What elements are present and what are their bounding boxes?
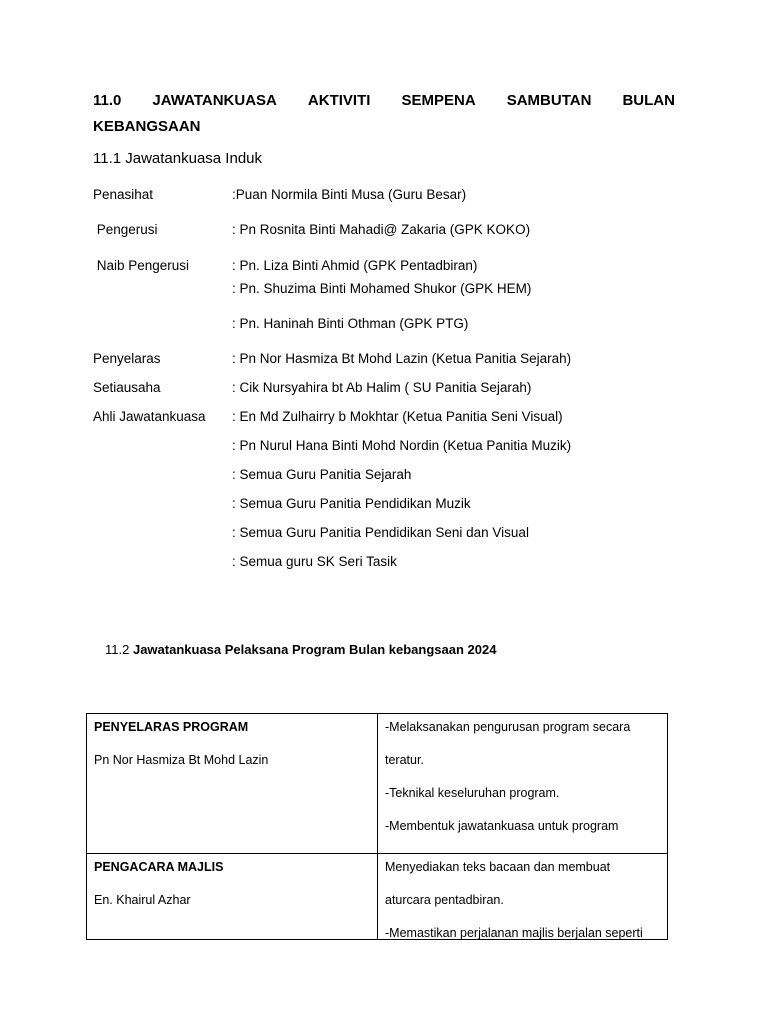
role-person: Pn Nor Hasmiza Bt Mohd Lazin	[94, 753, 269, 767]
document-heading	[93, 92, 675, 109]
duty-line: -Memastikan perjalanan majlis berjalan seperti	[385, 926, 643, 939]
duty-line: -Melaksanakan pengurusan program secara	[385, 720, 631, 734]
section-1-title: 11.1 Jawatankuasa Induk	[93, 150, 263, 167]
table-row	[87, 714, 668, 854]
table-row	[87, 854, 668, 940]
row-value: : Pn Nurul Hana Binti Mohd Nordin (Ketua Panitia Muzik)	[232, 438, 572, 453]
row-label: Naib Pengerusi	[93, 258, 190, 273]
role-cell	[87, 714, 378, 854]
row-value: : Cik Nursyahira bt Ab Halim ( SU Panitia Sejarah)	[232, 380, 532, 395]
heading-word: JAWATANKUASA	[152, 92, 277, 109]
row-value: :Puan Normila Binti Musa (Guru Besar)	[232, 187, 467, 202]
row-value: : Pn Rosnita Binti Mahadi@ Zakaria (GPK KOKO)	[232, 222, 531, 237]
row-value: : Semua Guru Panitia Sejarah	[232, 467, 412, 482]
duty-line: -Teknikal keseluruhan program.	[385, 786, 560, 800]
row-label: Penasihat	[93, 187, 154, 202]
role-cell	[87, 854, 378, 940]
row-value: : Pn Nor Hasmiza Bt Mohd Lazin (Ketua Panitia Sejarah)	[232, 351, 572, 366]
row-value: : Pn. Liza Binti Ahmid (GPK Pentadbiran)	[232, 258, 478, 273]
duty-cell	[378, 854, 668, 940]
role-person: En. Khairul Azhar	[94, 893, 191, 907]
duty-line: Menyediakan teks bacaan dan membuat	[385, 860, 611, 874]
row-value: : Pn. Haninah Binti Othman (GPK PTG)	[232, 316, 469, 331]
section-2-heading: Jawatankuasa Pelaksana Program Bulan kebangsaan 2024	[132, 642, 497, 657]
row-value: : Semua guru SK Seri Tasik	[232, 554, 397, 569]
heading-word: SAMBUTAN	[506, 92, 592, 109]
role-title: PENYELARAS PROGRAM	[94, 720, 249, 734]
duty-line: teratur.	[385, 753, 424, 767]
row-label: Penyelaras	[93, 351, 161, 366]
row-value: : Semua Guru Panitia Pendidikan Muzik	[232, 496, 471, 511]
row-value: : Semua Guru Panitia Pendidikan Seni dan Visual	[232, 525, 529, 540]
row-label: Pengerusi	[93, 222, 158, 237]
section-2-number: 11.2	[105, 642, 130, 657]
heading-word: BULAN	[622, 92, 675, 109]
section-2-title	[105, 642, 496, 657]
duty-line: -Membentuk jawatankuasa untuk program	[385, 819, 619, 833]
duty-line: aturcara pentadbiran.	[385, 893, 504, 907]
heading-line-2: KEBANGSAAN	[93, 118, 201, 135]
row-label: Setiausaha	[93, 380, 161, 395]
row-value: : Pn. Shuzima Binti Mohamed Shukor (GPK HEM)	[232, 281, 532, 296]
heading-word: AKTIVITI	[307, 92, 371, 109]
duty-cell	[378, 714, 668, 854]
row-label: Ahli Jawatankuasa	[93, 409, 206, 424]
role-title: PENGACARA MAJLIS	[94, 860, 224, 874]
committee-table	[86, 713, 668, 940]
heading-word: 11.0	[93, 92, 122, 109]
heading-word: SEMPENA	[401, 92, 476, 109]
row-value: : En Md Zulhairry b Mokhtar (Ketua Panitia Seni Visual)	[232, 409, 563, 424]
